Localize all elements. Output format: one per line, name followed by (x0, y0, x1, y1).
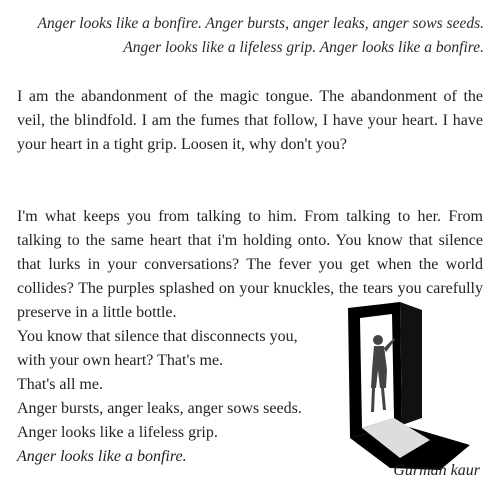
door-silhouette-illustration (330, 300, 490, 470)
closing-line-1: You know that silence that disconnects you, (17, 328, 298, 345)
open-door-panel (400, 302, 422, 425)
closing-line-6: Anger looks like a bonfire. (17, 448, 187, 465)
closing-line-3: That's all me. (17, 376, 103, 393)
closing-line-2: with your own heart? That's me. (17, 352, 224, 369)
body-paragraph-2: I'm what keeps you from talking to him. From talking to her. From talking to the same heart that i'm holding onto. You know that silence that lurks in your conversations? The fever you get when the world collides? The purples splashed on your knuckles, the tears you carefully preserve in a little bottle. (17, 208, 483, 321)
epigraph-line-2: Anger looks like a lifeless grip. Anger looks like a bonfire. (123, 39, 484, 56)
epigraph (38, 12, 484, 60)
author-signature: Gurman kaur (393, 462, 480, 479)
body-paragraph-1: I am the abandonment of the magic tongue. The abandonment of the veil, the blindfold. I am the fumes that follow, I have your heart. I have your heart in a tight grip. Loosen it, why don't you? (17, 88, 483, 153)
epigraph-line-1: Anger looks like a bonfire. Anger bursts, anger leaks, anger sows seeds. (37, 15, 484, 32)
closing-line-5: Anger looks like a lifeless grip. (17, 424, 218, 441)
closing-stanza (17, 325, 302, 469)
closing-line-4: Anger bursts, anger leaks, anger sows seeds. (17, 400, 302, 417)
